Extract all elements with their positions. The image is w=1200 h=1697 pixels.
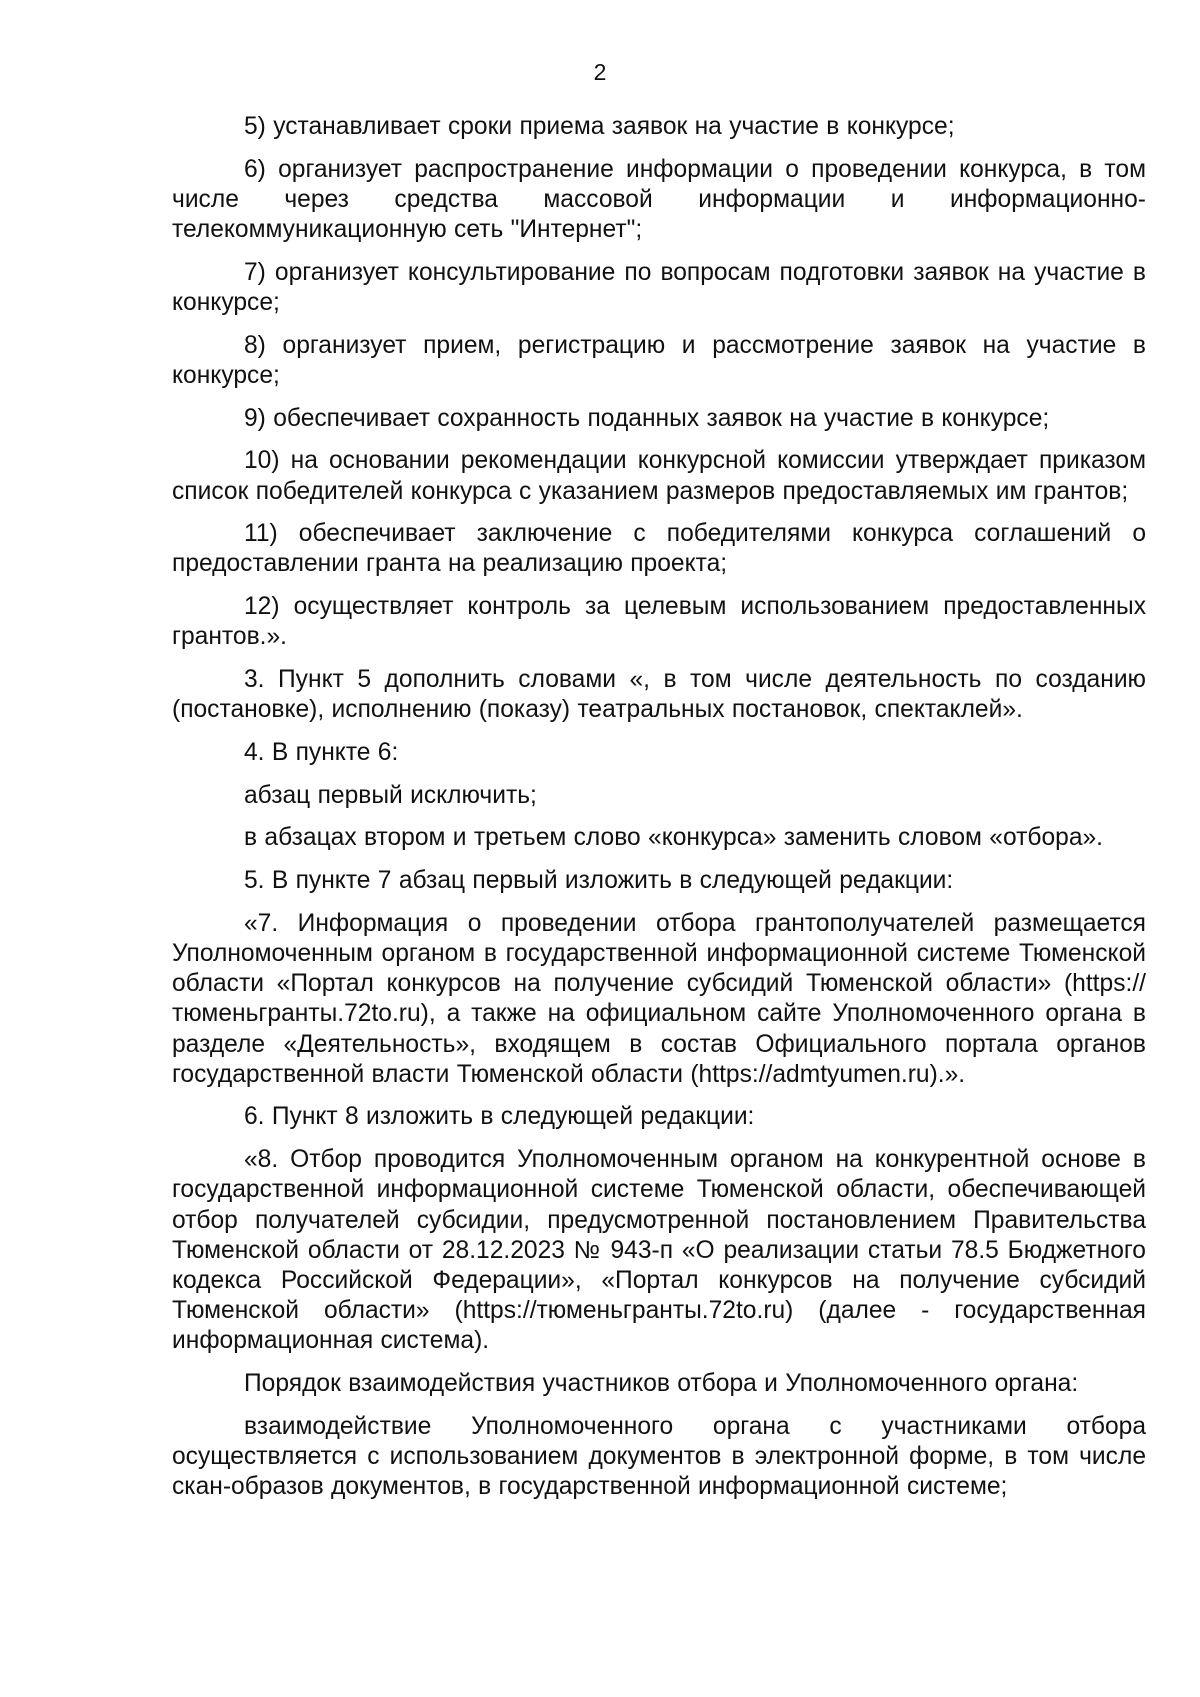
paragraph-clause-4-sub-1: абзац первый исключить;: [244, 781, 537, 809]
paragraph-item-12: 12) осуществляет контроль за целевым использованием предоставленных грантов.».: [172, 593, 1146, 651]
paragraph-item-9: 9) обеспечивает сохранность поданных заявок на участие в конкурсе;: [244, 404, 1050, 432]
paragraph-item-8: 8) организует прием, регистрацию и рассмотрение заявок на участие в конкурсе;: [172, 331, 1146, 389]
paragraph-clause-5-text: «7. Информация о проведении отбора грантополучателей размещается Уполномоченным органом в государственной информационной системе Тюменской области «Портал конкурсов на получение субсидий Тюменской области» (https://тюменьгранты.72to.ru), а также на официальном сайте Уполномоченного органа в разделе «Деятельность», входящем в состав Официального портала органов государственной власти Тюменской области (https://admtyumen.ru).».: [172, 909, 1146, 1088]
document-body: [172, 112, 1146, 1502]
paragraph-item-10: 10) на основании рекомендации конкурсной комиссии утверждает приказом список победителей конкурса с указанием размеров предоставляемых им грантов;: [172, 447, 1146, 505]
paragraph-clause-4-sub-2: в абзацах втором и третьем слово «конкурса» заменить словом «отбора».: [244, 824, 1104, 852]
page-number: 2: [593, 59, 607, 85]
paragraph-interaction-text: взаимодействие Уполномоченного органа с участниками отбора осуществляется с использованием документов в электронной форме, в том числе скан-образов документов, в государственной информационной системе;: [172, 1412, 1146, 1501]
paragraph-clause-3: 3. Пункт 5 дополнить словами «, в том числе деятельность по созданию (постановке), исполнению (показу) театральных постановок, спектаклей».: [172, 666, 1146, 724]
paragraph-clause-6-text: «8. Отбор проводится Уполномоченным органом на конкурентной основе в государственной информационной системе Тюменской области, обеспечивающей отбор получателей субсидии, предусмотренной постановлением Правительства Тюменской области от 28.12.2023 № 943-п «О реализации статьи 78.5 Бюджетного кодекса Российской Федерации», «Портал конкурсов на получение субсидий Тюменской области» (https://тюменьгранты.72to.ru) (далее - государственная информационная система).: [172, 1146, 1146, 1355]
paragraph-item-11: 11) обеспечивает заключение с победителями конкурса соглашений о предоставлении гранта на реализацию проекта;: [172, 520, 1146, 578]
paragraph-item-7: 7) организует консультирование по вопросам подготовки заявок на участие в конкурсе;: [172, 258, 1146, 317]
paragraph-clause-4: 4. В пункте 6:: [244, 738, 399, 766]
paragraph-clause-5: 5. В пункте 7 абзац первый изложить в следующей редакции:: [244, 867, 954, 895]
paragraph-interaction-order: Порядок взаимодействия участников отбора и Уполномоченного органа:: [244, 1370, 1079, 1398]
paragraph-item-5: 5) устанавливает сроки приема заявок на участие в конкурсе;: [244, 113, 955, 140]
paragraph-clause-6: 6. Пункт 8 изложить в следующей редакции:: [244, 1103, 755, 1131]
paragraph-item-6: 6) организует распространение информации о проведении конкурса, в том числе через средства массовой информации и информационно-телекоммуникационную сеть "Интернет";: [172, 155, 1146, 244]
